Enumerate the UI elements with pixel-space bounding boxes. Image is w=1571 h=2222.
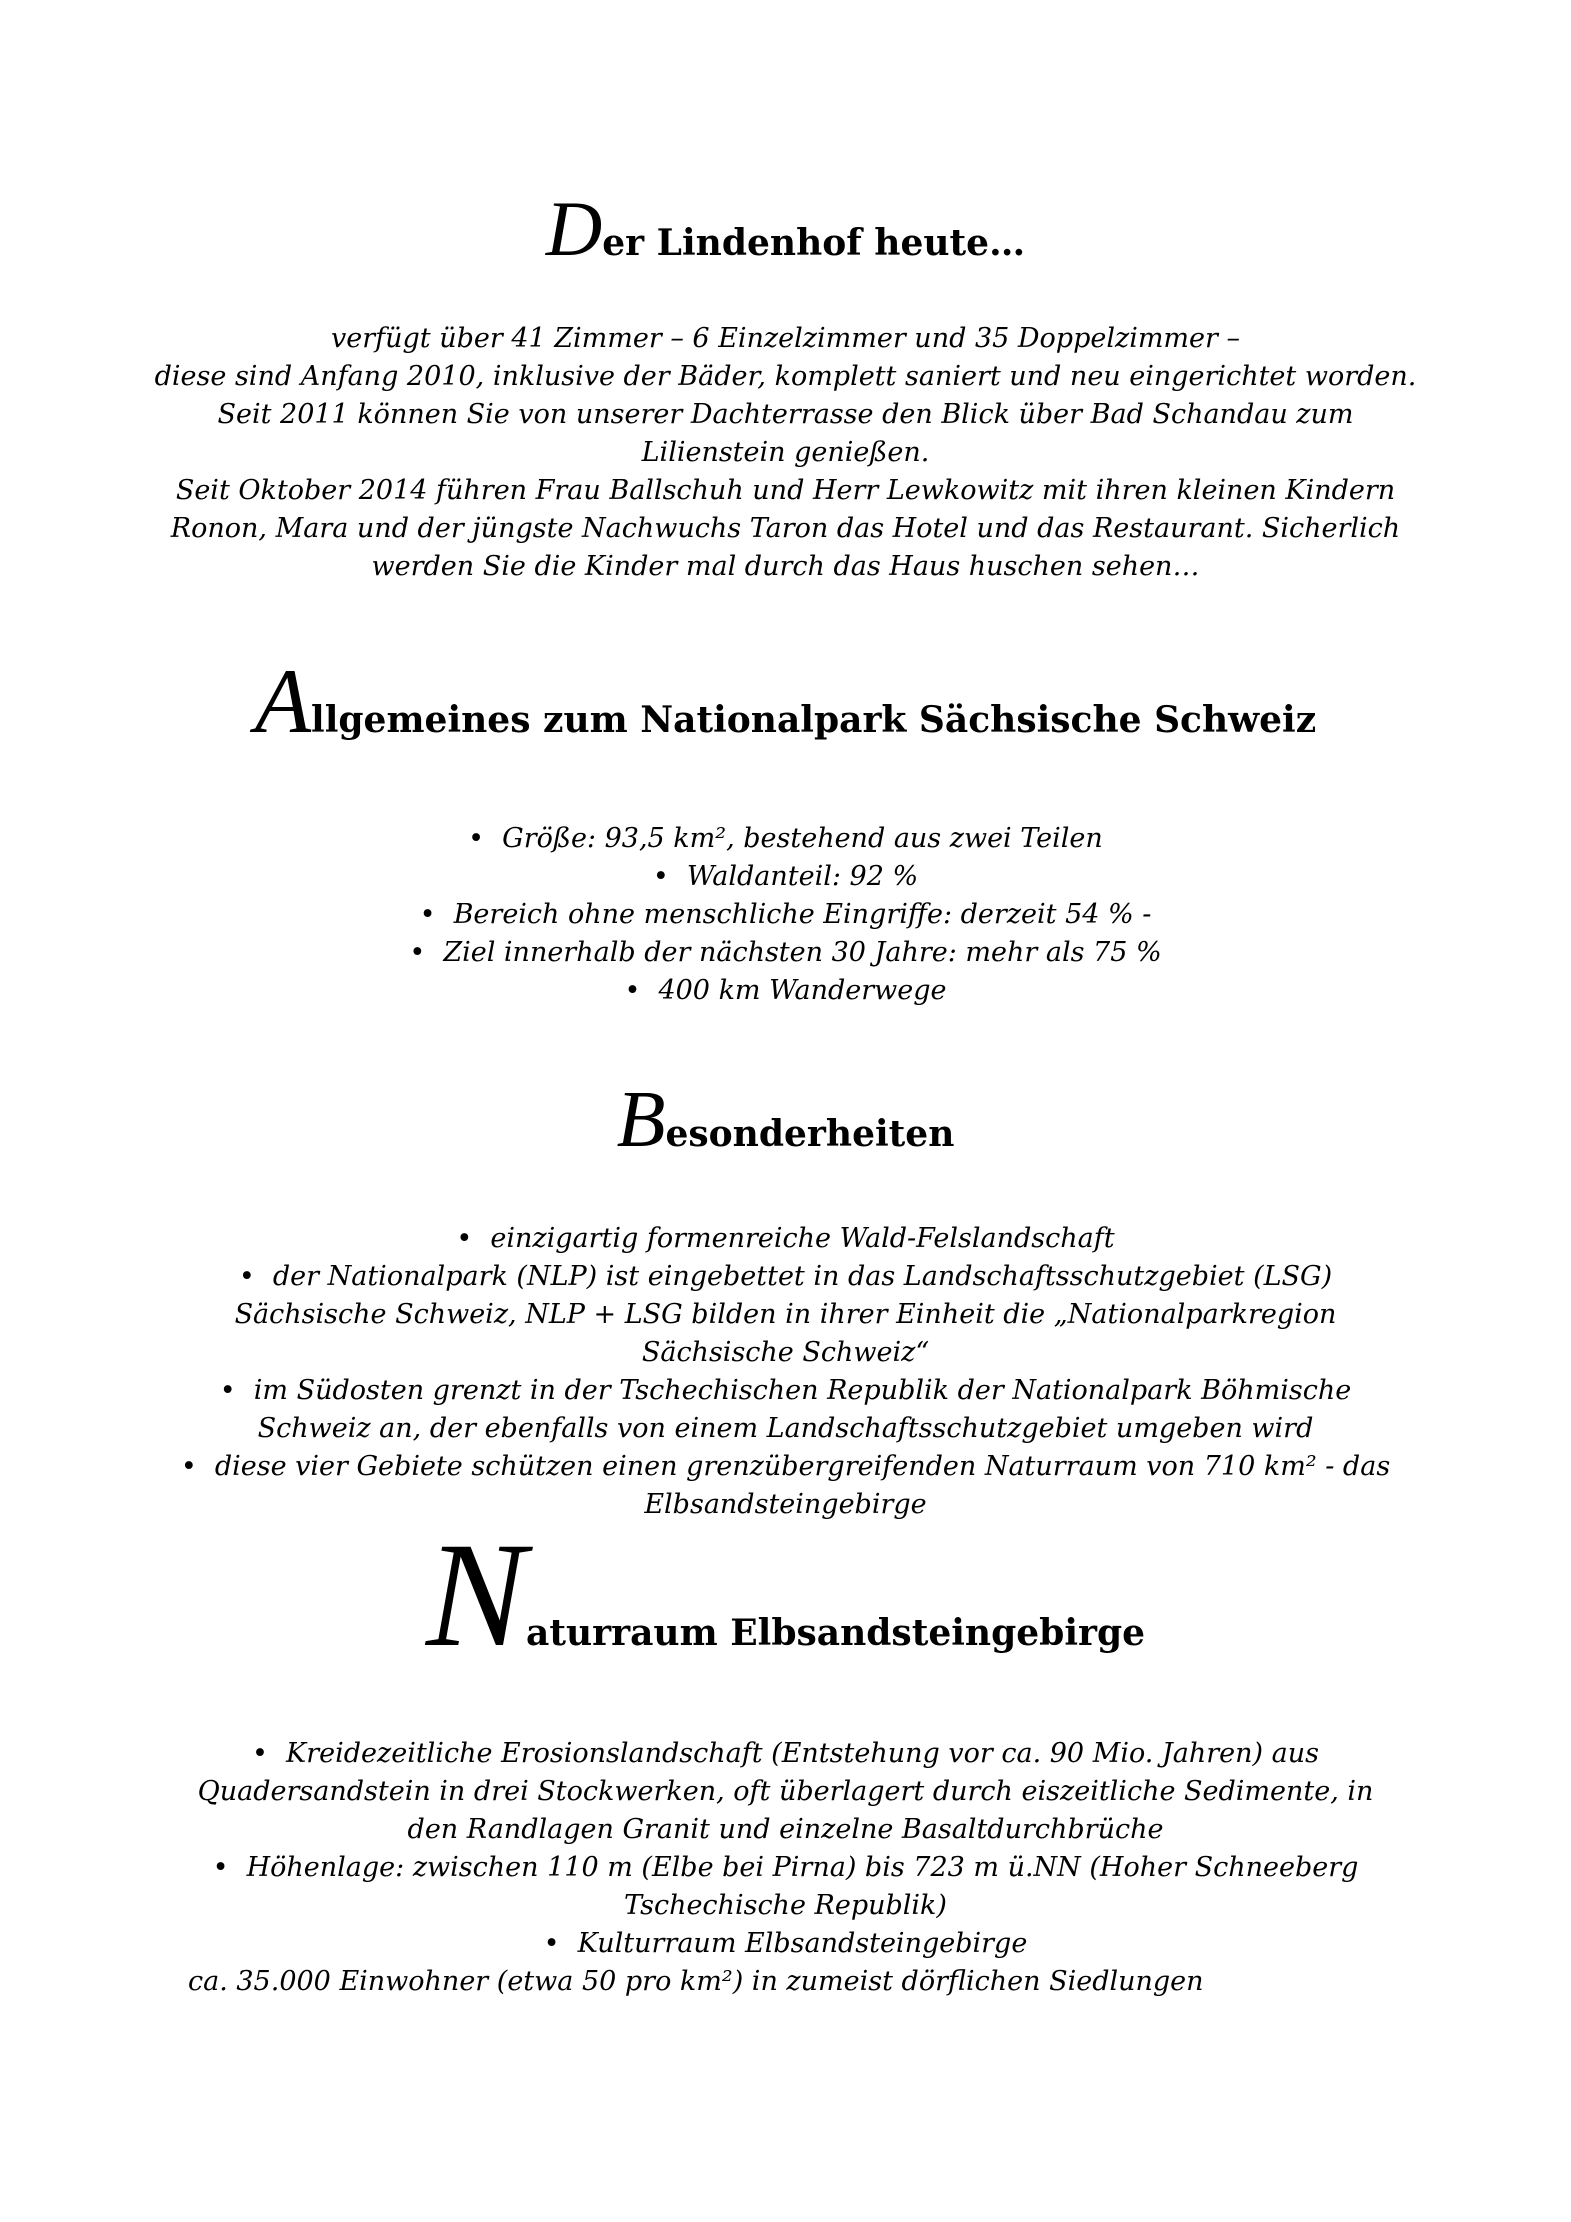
heading-text: esonderheiten xyxy=(665,1113,955,1155)
list-item: • Höhenlage: zwischen 110 m (Elbe bei Pirna) bis 723 m ü.NN (Hoher Schneeberg Tschechische Republik) xyxy=(212,1852,1359,1921)
ornamental-initial: D xyxy=(545,185,603,272)
nationalpark-facts-list xyxy=(0,820,1571,1010)
ornamental-initial: B xyxy=(616,1076,666,1164)
list-item: • Kulturraum Elbsandsteingebirge xyxy=(543,1928,1028,1959)
list-item: • Bereich ohne menschliche Eingriffe: derzeit 54 % - xyxy=(419,899,1152,930)
naturraum-list xyxy=(0,1735,1571,1963)
besonderheiten-list xyxy=(0,1220,1571,1524)
heading-lindenhof xyxy=(0,185,1571,272)
paragraph-line: Seit Oktober 2014 führen Frau Ballschuh und Herr Lewkowitz mit ihren kleinen Kindern xyxy=(175,475,1396,506)
heading-besonderheiten xyxy=(0,1076,1571,1164)
list-item: • Waldanteil: 92 % xyxy=(652,861,919,892)
list-item: • Ziel innerhalb der nächsten 30 Jahre: mehr als 75 % xyxy=(409,937,1162,968)
heading-nationalpark xyxy=(0,650,1571,752)
list-item: • Kreidezeitliche Erosionslandschaft (Entstehung vor ca. 90 Mio. Jahren) aus Quadersandstein in drei Stockwerken, oft überlagert durch eiszeitliche Sedimente, in den Randlagen Granit und einzelne Basaltdurchbrüche xyxy=(197,1738,1374,1845)
list-item: • diese vier Gebiete schützen einen grenzübergreifenden Naturraum von 710 km² - das Elbsandsteingebirge xyxy=(180,1451,1391,1520)
trailing-line: ca. 35.000 Einwohner (etwa 50 pro km²) in zumeist dörflichen Siedlungen xyxy=(188,1966,1204,1997)
heading-text: llgemeines zum Nationalpark Sächsische Schweiz xyxy=(311,699,1317,741)
list-item: • einzigartig formenreiche Wald-Felslandschaft xyxy=(456,1223,1115,1254)
heading-text: er Lindenhof heute… xyxy=(602,222,1026,264)
list-item: • 400 km Wanderwege xyxy=(624,975,947,1006)
heading-text: aturraum Elbsandsteingebirge xyxy=(526,1612,1146,1654)
paragraph-line: Lilienstein genießen. xyxy=(641,437,930,468)
list-item: • im Südosten grenzt in der Tschechischen Republik der Nationalpark Böhmische Schweiz an, der ebenfalls von einem Landschaftsschutzgebiet umgeben wird xyxy=(219,1375,1352,1444)
list-item: • Größe: 93,5 km², bestehend aus zwei Teilen xyxy=(468,823,1103,854)
paragraph-line: diese sind Anfang 2010, inklusive der Bäder, komplett saniert und neu eingerichtet worden. xyxy=(154,361,1417,392)
paragraph-line: werden Sie die Kinder mal durch das Haus huschen sehen… xyxy=(371,551,1200,582)
heading-naturraum xyxy=(0,1512,1571,1678)
paragraph-line: Seit 2011 können Sie von unserer Dachterrasse den Blick über Bad Schandau zum xyxy=(217,399,1354,430)
paragraph-line: verfügt über 41 Zimmer – 6 Einzelzimmer und 35 Doppelzimmer – xyxy=(330,323,1241,354)
paragraph-line: Ronon, Mara und der jüngste Nachwuchs Taron das Hotel und das Restaurant. Sicherlich xyxy=(170,513,1401,544)
intro-paragraph xyxy=(0,320,1571,586)
ornamental-initial: N xyxy=(425,1512,527,1678)
ornamental-initial: A xyxy=(254,650,312,752)
list-item: • der Nationalpark (NLP) ist eingebettet in das Landschaftsschutzgebiet (LSG) Sächsische Schweiz, NLP + LSG bilden in ihrer Einheit die „Nationalparkregion Sächsische Schweiz“ xyxy=(234,1261,1337,1368)
